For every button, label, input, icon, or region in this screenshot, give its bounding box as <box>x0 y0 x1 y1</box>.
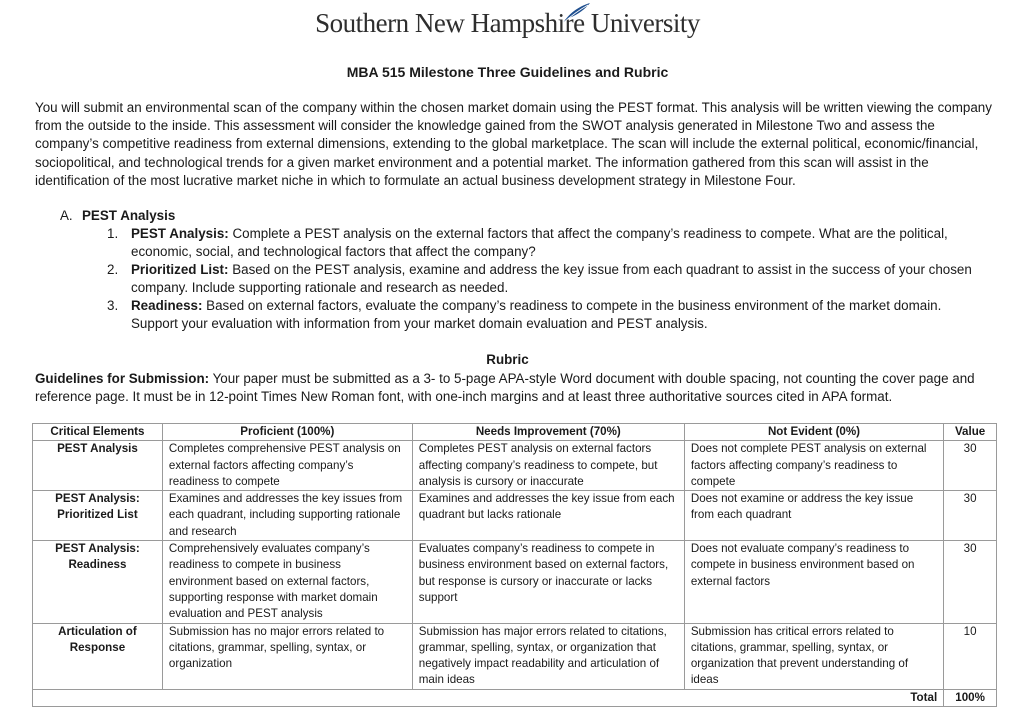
needs-improvement-cell: Evaluates company’s readiness to compete in business environment based on external factors, but response is cursory or inaccurate or lacks support <box>412 541 684 623</box>
item-text: Based on the PEST analysis, examine and address the key issue from each quadrant to assist in the success of your chosen company. Include supporting rationale and research as needed. <box>131 262 972 295</box>
intro-paragraph: You will submit an environmental scan of the company within the chosen market domain using the PEST format. This analysis will be written viewing the company from the outside to the inside. This assessment will consider the knowledge gained from the SWOT analysis generated in Milestone Two and assess the company’s competitive readiness from external dimensions, extending to the global marketplace. The scan will include the external political, economic/financial, sociopolitical, and technological trends for a given market environment and a potential market. The information gathered from this scan will assist in the identification of the most lucrative market niche in which to formulate an actual business development strategy in Milestone Four. <box>35 100 992 188</box>
total-row <box>33 689 997 706</box>
critical-element: PEST Analysis: Readiness <box>33 541 163 623</box>
section-letter: A. <box>60 208 73 223</box>
guidelines-label: Guidelines for Submission: <box>35 371 210 386</box>
table-header-row <box>33 424 997 441</box>
column-header-value: Value <box>944 424 997 441</box>
requirements-list <box>107 225 987 333</box>
university-name: Southern New Hampshire University <box>315 8 700 38</box>
value-cell: 30 <box>944 441 997 491</box>
needs-improvement-cell: Completes PEST analysis on external factors affecting company’s readiness to compete, but analysis is cursory or inaccurate <box>412 441 684 491</box>
value-cell: 30 <box>944 491 997 541</box>
section-title: PEST Analysis <box>82 208 176 223</box>
value-cell: 10 <box>944 623 997 689</box>
total-label: Total <box>33 689 944 706</box>
not-evident-cell: Does not complete PEST analysis on external factors affecting company’s readiness to compete <box>684 441 943 491</box>
total-value: 100% <box>944 689 997 706</box>
list-item <box>107 261 987 297</box>
rubric-table <box>32 423 997 707</box>
column-header-proficient: Proficient (100%) <box>162 424 412 441</box>
table-row <box>33 623 997 689</box>
needs-improvement-cell: Examines and addresses the key issue from each quadrant but lacks rationale <box>412 491 684 541</box>
column-header-needs-improvement: Needs Improvement (70%) <box>412 424 684 441</box>
list-item <box>107 225 987 261</box>
needs-improvement-cell: Submission has major errors related to citations, grammar, spelling, syntax, or organization that negatively impact readability and articulation of main ideas <box>412 623 684 689</box>
submission-guidelines <box>35 370 995 406</box>
guidelines-text: Your paper must be submitted as a 3- to 5-page APA-style Word document with double spacing, not counting the cover page and reference page. It must be in 12-point Times New Roman font, with one-inch margins and at least three authoritative sources cited in APA format. <box>35 371 975 404</box>
critical-element: Articulation of Response <box>33 623 163 689</box>
critical-element: PEST Analysis <box>33 441 163 491</box>
item-text: Complete a PEST analysis on the external factors that affect the company’s readiness to compete. What are the political, economic, social, and technological factors that affect the company? <box>131 226 948 259</box>
column-header-critical-elements: Critical Elements <box>33 424 163 441</box>
list-item <box>107 297 987 333</box>
table-row <box>33 441 997 491</box>
item-text: Based on external factors, evaluate the company’s readiness to compete in the business environment of the market domain. Support your evaluation with information from your market domain evaluation and PEST analysis. <box>131 298 942 331</box>
critical-element: PEST Analysis: Prioritized List <box>33 491 163 541</box>
not-evident-cell: Submission has critical errors related to citations, grammar, spelling, syntax, or organization that prevent understanding of ideas <box>684 623 943 689</box>
value-cell: 30 <box>944 541 997 623</box>
feather-icon <box>561 2 591 24</box>
document-title: MBA 515 Milestone Three Guidelines and Rubric <box>346 64 669 80</box>
proficient-cell: Comprehensively evaluates company’s readiness to compete in business environment based on external factors, supporting response with market domain evaluation and PEST analysis <box>162 541 412 623</box>
university-logo <box>0 8 1015 39</box>
item-label: Readiness: <box>131 298 203 313</box>
proficient-cell: Completes comprehensive PEST analysis on external factors affecting company’s readiness to compete <box>162 441 412 491</box>
section-heading <box>60 208 175 223</box>
item-label: Prioritized List: <box>131 262 229 277</box>
item-number: 3. <box>107 298 119 313</box>
not-evident-cell: Does not examine or address the key issue from each quadrant <box>684 491 943 541</box>
item-number: 1. <box>107 226 119 241</box>
table-row <box>33 491 997 541</box>
item-label: PEST Analysis: <box>131 226 229 241</box>
rubric-heading: Rubric <box>486 352 529 367</box>
proficient-cell: Examines and addresses the key issues from each quadrant, including supporting rationale and research <box>162 491 412 541</box>
item-number: 2. <box>107 262 119 277</box>
column-header-not-evident: Not Evident (0%) <box>684 424 943 441</box>
table-row <box>33 541 997 623</box>
proficient-cell: Submission has no major errors related to citations, grammar, spelling, syntax, or organization <box>162 623 412 689</box>
not-evident-cell: Does not evaluate company’s readiness to compete in business environment based on external factors <box>684 541 943 623</box>
